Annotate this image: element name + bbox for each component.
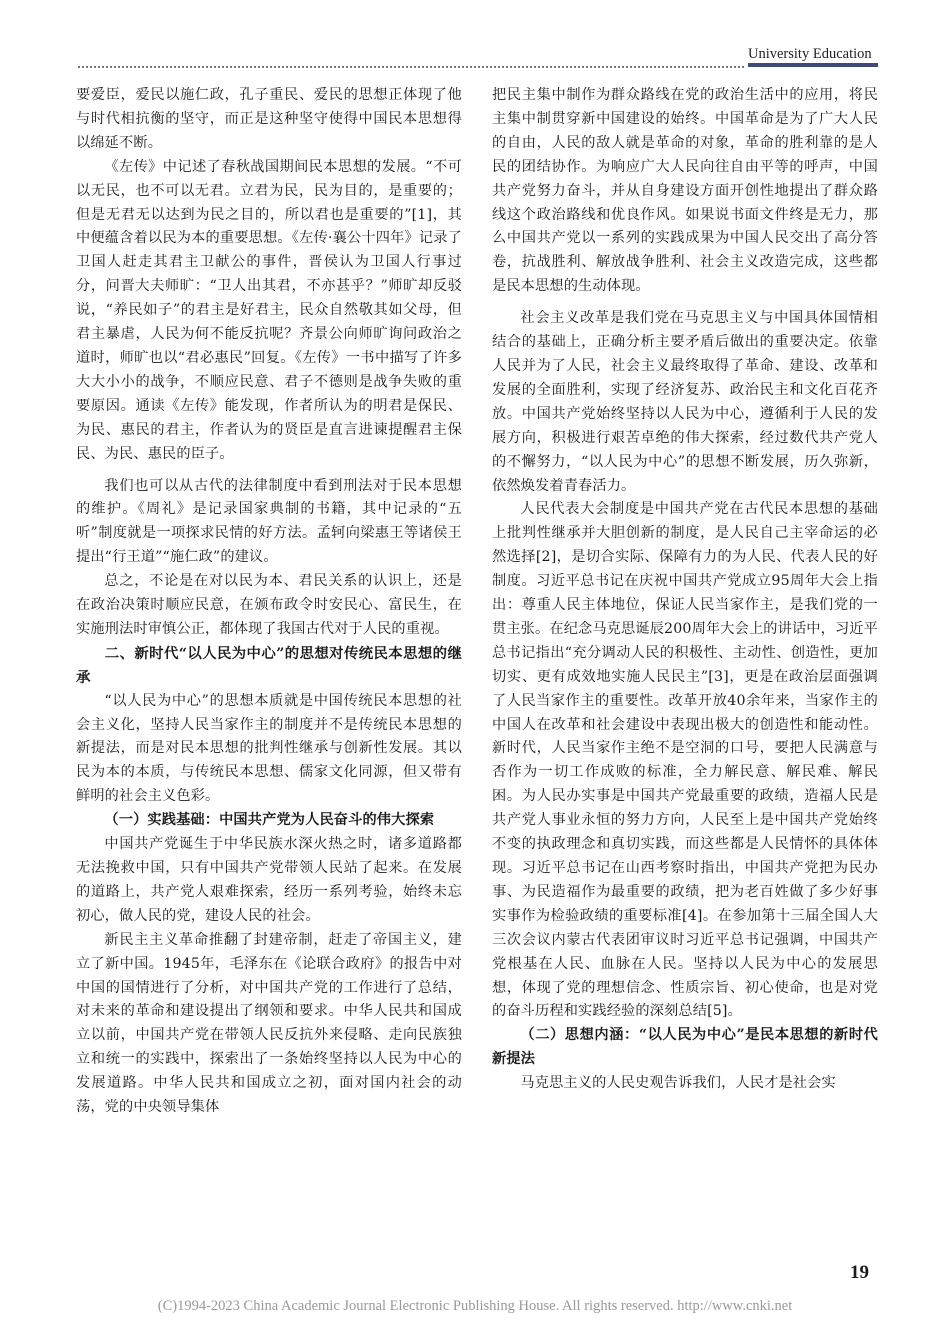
right-paragraph-2: 社会主义改革是我们党在马克思主义与中国具体国情相结合的基础上，正确分析主要矛盾后做出的重要决定。依靠人民并为了人民，社会主义最终取得了革命、建设、改革和发展的全面胜利，实现了经济复苏、政治民主和文化百花齐放。中国共产党始终坚持以人民为中心，遵循利于人民的发展方向，积极进行艰苦卓绝的伟大探索，经过数代共产党人的不懈努力，“以人民为中心”的思想不断发展，历久弥新，依然焕发着青春活力。 <box>492 310 878 494</box>
left-paragraph-2: 《左传》中记述了春秋战国期间民本思想的发展。“不可以无民，也不可以无君。立君为民，民为目的，是重要的；但是无君无以达到为民之目的，所以君也是重要的”[1]，其中便蕴含着以民为本的重要思想。《左传·襄公十四年》记录了卫国人赶走其君主卫献公的事件，晋侯认为卫国人行事过分，问晋大夫师旷：“卫人出其君，不亦甚乎？”师旷却反驳说，“养民如子”的君主是好君主，民众自然敬其如父母，但君主暴虐，人民为何不能反抗呢？齐景公向师旷询问政治之道时，师旷也以“君必惠民”回复。《左传》一书中描写了许多大大小小的战争，不顺应民意、君子不德则是战争失败的重要原因。通读《左传》能发现，作者所认为的明君是保民、为民、惠民的君主，作者认为的贤臣是直言进谏提醒君主保民、为民、惠民的臣子。 <box>76 158 462 462</box>
section-2-heading: 二、新时代“以人民为中心”的思想对传统民本思想的继承 <box>76 644 462 686</box>
right-column <box>492 84 878 1096</box>
copyright-footer: (C)1994-2023 China Academic Journal Electronic Publishing House. All rights reserved. http://www.cnki.net <box>157 1298 793 1314</box>
left-column <box>76 84 462 1120</box>
left-paragraph-5: “以人民为中心”的思想本质就是中国传统民本思想的社会主义化，坚持人民当家作主的制度并不是传统民本思想的新提法，而是对民本思想的批判性继承与创新性发展。其以民为本的本质，与传统民本思想、儒家文化同源，但又带有鲜明的社会主义色彩。 <box>76 692 462 805</box>
header-dotted-rule <box>78 66 744 68</box>
left-paragraph-6: 中国共产党诞生于中华民族水深火热之时，诸多道路都无法挽救中国，只有中国共产党带领人民站了起来。在发展的道路上，共产党人艰难探索，经历一系列考验，始终未忘初心，做人民的党，建设人民的社会。 <box>76 836 462 924</box>
left-paragraph-7: 新民主主义革命推翻了封建帝制，赶走了帝国主义，建立了新中国。1945年，毛泽东在《论联合政府》的报告中对中国的国情进行了分析，对中国共产党的工作进行了总结，对未来的革命和建设提出了纲领和要求。中华人民共和国成立以前，中国共产党在带领人民反抗外来侵略、走向民族独立和统一的实践中，探索出了一条始终坚持以人民为中心的发展道路。中华人民共和国成立之初，面对国内社会的动荡，党的中央领导集体 <box>76 931 462 1116</box>
subsection-1-heading: （一）实践基础：中国共产党为人民奋斗的伟大探索 <box>104 812 435 829</box>
left-paragraph-1: 要爱臣，爱民以施仁政，孔子重民、爱民的思想正体现了他与时代相抗衡的坚守，而正是这种坚守使得中国民本思想得以绵延不断。 <box>76 87 462 151</box>
left-paragraph-4: 总之，不论是在对以民为本、君民关系的认识上，还是在政治决策时顺应民意，在颁布政令时安民心、富民生，在实施刑法时审慎公正，都体现了我国古代对于人民的重视。 <box>76 573 462 637</box>
right-paragraph-1: 把民主集中制作为群众路线在党的政治生活中的应用，将民主集中制贯穿新中国建设的始终。中国革命是为了广大人民的自由，人民的敌人就是革命的对象，革命的胜利靠的是人民的团结协作。为响应广大人民向往自由平等的呼声，中国共产党努力奋斗，并从自身建设方面开创性地提出了群众路线这个政治路线和优良作风。如果说书面文件终是无力，那么中国共产党以一系列的实践成果为中国人民交出了高分答卷，抗战胜利、解放战争胜利、社会主义改造完成，这些都是民本思想的生动体现。 <box>492 87 878 295</box>
page-number: 19 <box>850 1262 869 1283</box>
right-paragraph-4: 马克思主义的人民史观告诉我们，人民才是社会实 <box>520 1075 836 1092</box>
header-accent-bar <box>748 63 878 67</box>
left-paragraph-3: 我们也可以从古代的法律制度中看到刑法对于民本思想的维护。《周礼》是记录国家典制的书籍，其中记录的“五听”制度就是一项探求民情的好方法。孟轲向梁惠王等诸侯王提出“行王道”“施仁政”的建议。 <box>76 477 462 566</box>
subsection-2-heading: （二）思想内涵：“以人民为中心”是民本思想的新时代新提法 <box>492 1027 878 1068</box>
journal-title: University Education <box>748 46 872 62</box>
right-paragraph-3: 人民代表大会制度是中国共产党在古代民本思想的基础上批判性继承并大胆创新的制度，是人民自己主宰命运的必然选择[2]，是切合实际、保障有力的为人民、代表人民的好制度。习近平总书记在庆祝中国共产党成立95周年大会上指出：尊重人民主体地位，保证人民当家作主，是我们党的一贯主张。在纪念马克思诞辰200周年大会上的讲话中，习近平总书记指出“充分调动人民的积极性、主动性、创造性，更加切实、更有成效地实施人民民主”[3]，更是在政治层面强调了人民当家作主的重要性。改革开放40余年来，当家作主的中国人在改革和社会建设中表现出极大的创造性和能动性。新时代，人民当家作主绝不是空洞的口号，要把人民满意与否作为一切工作成败的标准，全力解民意、解民难、解民困。为人民办实事是中国共产党最重要的政绩，造福人民是共产党人事业永恒的努力方向，人民至上是中国共产党始终不变的执政理念和真切实践，而这些都是人民情怀的具体体现。习近平总书记在山西考察时指出，中国共产党把为民办事、为民造福作为最重要的政绩，把为老百姓做了多少好事实事作为检验政绩的重要标准[4]。在参加第十三届全国人大三次会议内蒙古代表团审议时习近平总书记强调，中国共产党根基在人民、血脉在人民。坚持以人民为中心的发展思想，体现了党的理想信念、性质宗旨、初心使命，也是对党的奋斗历程和实践经验的深刻总结[5]。 <box>492 501 878 1020</box>
